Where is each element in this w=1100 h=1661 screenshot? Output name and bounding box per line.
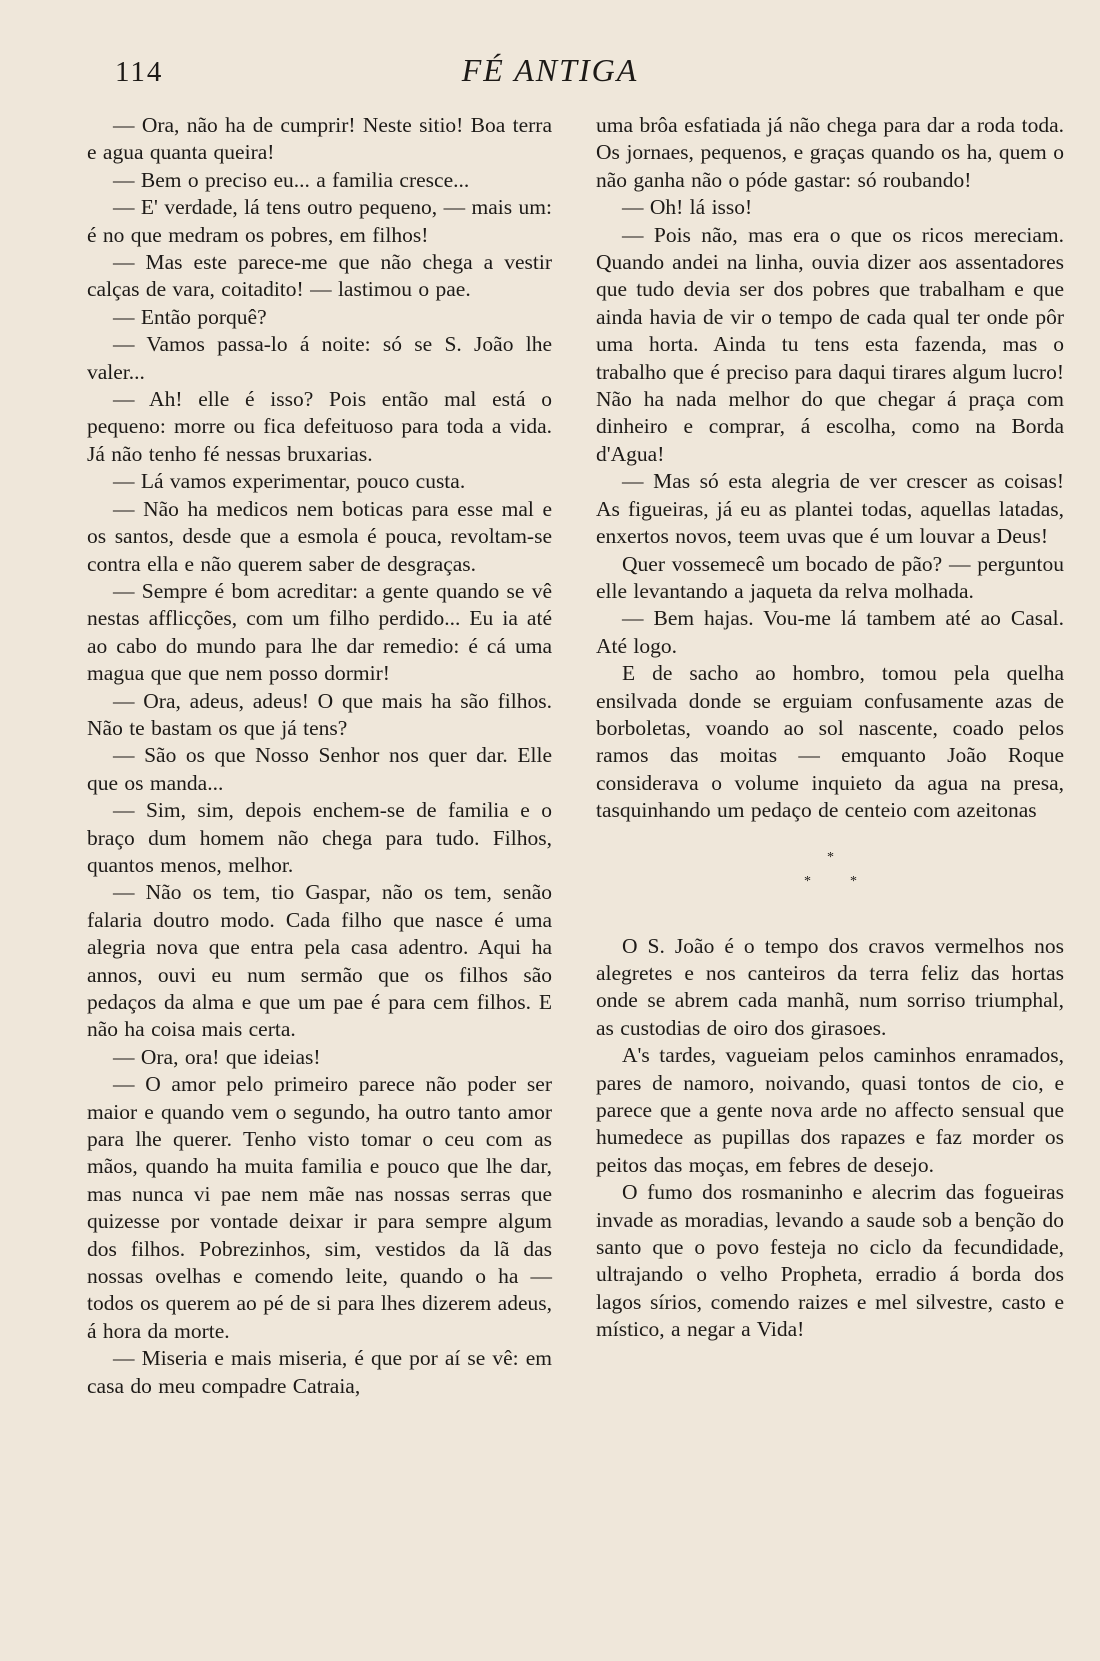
paragraph: — Vamos passa-lo á noite: só se S. João lhe valer... — [87, 332, 552, 384]
paragraph: — Bem o preciso eu... a familia cresce... — [113, 167, 470, 192]
paragraph: — Lá vamos experimentar, pouco custa. — [113, 469, 466, 494]
paragraph: — Mas só esta alegria de ver crescer as coisas! As figueiras, já eu as plantei todas, aquellas latadas, enxertos novos, teem uvas que é um louvar a Deus! — [596, 469, 1064, 549]
divider-star: * — [804, 873, 811, 889]
divider-star: * — [850, 873, 857, 889]
paragraph: — Mas este parece-me que não chega a vestir calças de vara, coitadito! — lastimou o pae. — [87, 250, 552, 302]
page-number: 114 — [115, 56, 164, 88]
paragraph: O fumo dos rosmaninho e alecrim das fogueiras invade as moradias, levando a saude sob a benção do santo que o povo festeja no ciclo da fecundidade, ultrajando o velho Propheta, erradio á borda dos lagos sírios, comendo raizes e mel silvestre, casto e místico, a negar a Vida! — [596, 1180, 1064, 1342]
section-divider — [596, 825, 1064, 933]
paragraph: — Não ha medicos nem boticas para esse mal e os santos, desde que a esmola é pouca, revoltam-se contra ella e não querem saber de desgraças. — [87, 496, 552, 576]
paragraph: — Ah! elle é isso? Pois então mal está o pequeno: morre ou fica defeituoso para toda a vida. Já não tenho fé nessas bruxarias. — [87, 387, 552, 466]
divider-star: * — [827, 849, 834, 865]
left-column — [87, 112, 552, 1400]
paragraph: — Sempre é bom acreditar: a gente quando se vê nestas afflicções, com um filho perdido... Eu ia até ao cabo do mundo para lhe dar remedio: é cá uma magua que que nem posso dormir! — [87, 578, 552, 686]
paragraph: — Ora, não ha de cumprir! Neste sitio! Boa terra e agua quanta queira! — [87, 113, 552, 165]
paragraph: — Oh! lá isso! — [622, 195, 753, 220]
paragraph: A's tardes, vagueiam pelos caminhos enramados, pares de namoro, noivando, quasi tontos de cio, e parece que a gente nova arde no affecto sensual que humedece as pupillas dos rapazes e faz morder os peitos das moças, em febres de desejo. — [596, 1043, 1064, 1177]
paragraph: — Ora, adeus, adeus! O que mais ha são filhos. Não te bastam os que já tens? — [87, 688, 552, 740]
paragraph-continued: uma brôa esfatiada já não chega para dar a roda toda. Os jornaes, pequenos, e graças quando os ha, quem o não ganha não o póde gastar: só roubando! — [596, 113, 1064, 192]
paragraph: — Miseria e mais miseria, é que por aí se vê: em casa do meu compadre Catraia, — [87, 1346, 552, 1398]
paragraph: O S. João é o tempo dos cravos vermelhos nos alegretes e nos canteiros da terra feliz das hortas onde se abrem cada manhã, num sorriso triumphal, as custodias de oiro dos girasoes. — [596, 933, 1064, 1040]
right-column — [596, 112, 1064, 1344]
paragraph: — Ora, ora! que ideias! — [113, 1044, 321, 1069]
paragraph: — Então porquê? — [113, 304, 267, 329]
paragraph: — São os que Nosso Senhor nos quer dar. Elle que os manda... — [87, 743, 552, 795]
paragraph: — Pois não, mas era o que os ricos mereciam. Quando andei na linha, ouvia dizer aos assentadores que tudo devia ser dos pobres que trabalham e que ainda havia de vir o tempo de cada qual ter onde pôr uma horta. Ainda tu tens esta fazenda, mas o trabalho que é preciso para daqui tirares algum lucro! Não ha nada melhor do que chegar á praça com dinheiro e comprar, á escolha, como na Borda d'Agua! — [596, 222, 1064, 466]
running-title: FÉ ANTIGA — [461, 52, 639, 88]
paragraph: — Não os tem, tio Gaspar, não os tem, senão falaria doutro modo. Cada filho que nasce é uma alegria nova que entra pela casa adentro. Aqui ha annos, ouvi eu num sermão que os filhos são pedaços da alma e que um pae é para cem filhos. E não ha coisa mais certa. — [87, 880, 552, 1042]
paragraph: — E' verdade, lá tens outro pequeno, — mais um: é no que medram os pobres, em filhos! — [87, 195, 552, 247]
paragraph: — O amor pelo primeiro parece não poder ser maior e quando vem o segundo, ha outro tanto amor para lhe querer. Tenho visto tomar o ceu com as mãos, quando ha muita familia e pouco que lhe dar, mas nunca vi pae nem mãe nas nossas serras que quizesse por vontade deixar ir para sempre algum dos filhos. Pobrezinhos, sim, vestidos da lã das nossas ovelhas e comendo leite, quando o ha — todos os querem ao pé de si para lhes dizerem adeus, á hora da morte. — [87, 1072, 552, 1343]
paragraph: — Bem hajas. Vou-me lá tambem até ao Casal. Até logo. — [596, 606, 1064, 658]
paragraph: — Sim, sim, depois enchem-se de familia e o braço dum homem não chega para tudo. Filhos, quantos menos, melhor. — [87, 798, 552, 877]
paragraph: E de sacho ao hombro, tomou pela quelha ensilvada donde se erguiam confusamente azas de borboletas, voando ao sol nascente, coado pelos ramos das moitas — emquanto João Roque considerava o volume inquieto da agua na presa, tasquinhando um pedaço de centeio com azeitonas — [596, 661, 1064, 823]
paragraph: Quer vossemecê um bocado de pão? — perguntou elle levantando a jaqueta da relva molhada. — [596, 551, 1064, 603]
